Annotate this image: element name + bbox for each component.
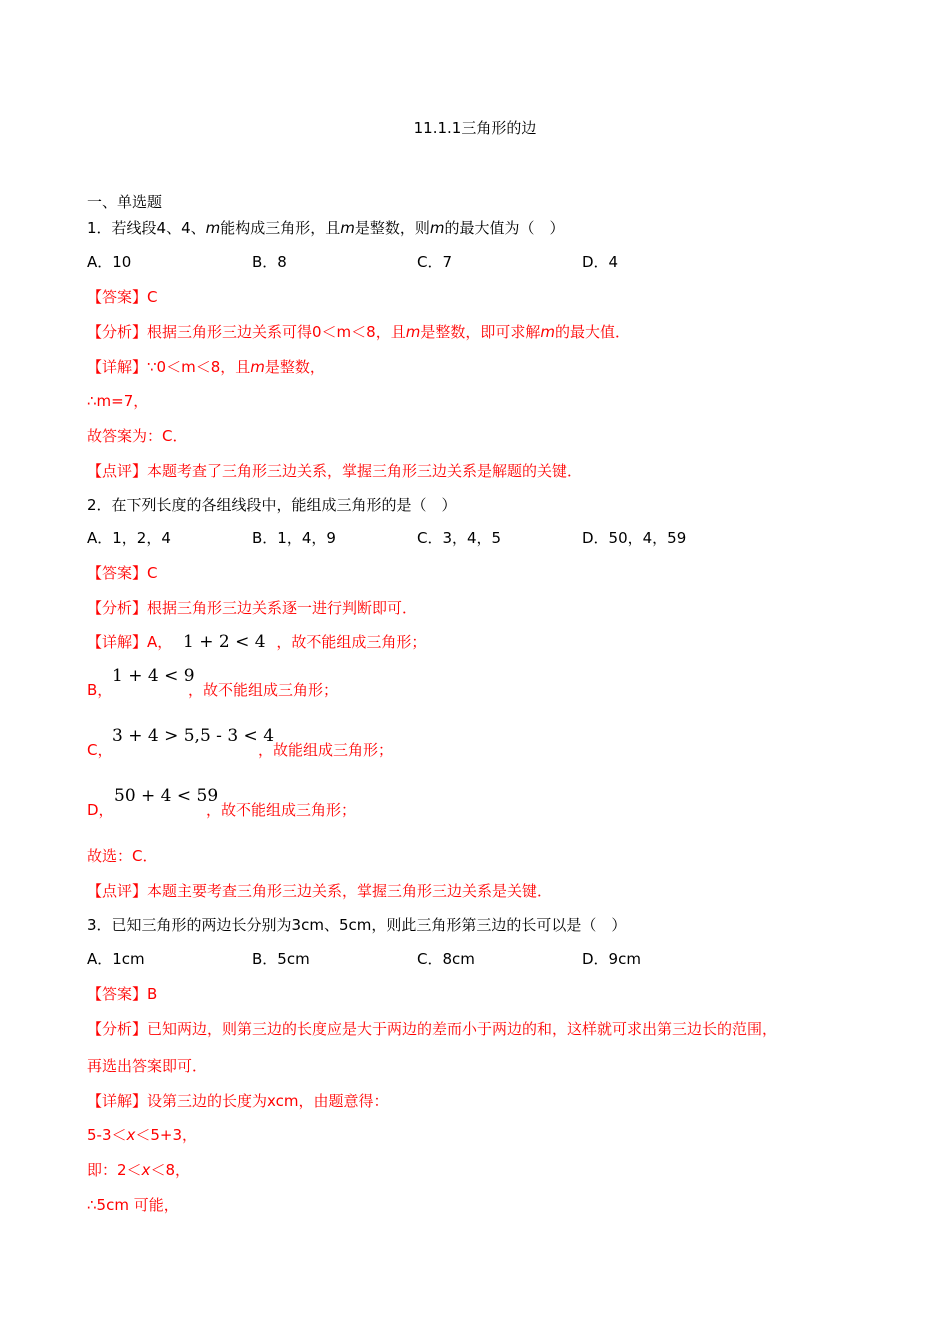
q2-comment: 【点评】本题主要考查三角形三边关系，掌握三角形三边关系是关键． [87, 882, 553, 900]
q2-choose: 故选：C． [87, 847, 158, 865]
q2-detail-c-tail: ，故能组成三角形； [258, 741, 394, 759]
q2-answer: 【答案】C [87, 564, 158, 582]
q3-inequality-2: 即：2＜x＜8， [87, 1161, 190, 1179]
q2-detail-d-label: D， [87, 801, 114, 819]
q1-option-a: A．10 [87, 253, 132, 271]
q2-detail-b-label: B， [87, 681, 113, 699]
q1-stem: 1．若线段4、4、m能构成三角形，且m是整数，则m的最大值为（ ） [87, 219, 565, 237]
q2-detail-c-label: C， [87, 741, 113, 759]
q1-therefore: ∴m=7， [87, 392, 149, 410]
q3-option-b: B．5cm [252, 950, 310, 968]
q2-equation-d: 50 + 4 < 59 [114, 786, 219, 806]
q3-option-d: D．9cm [582, 950, 641, 968]
q3-option-c: C．8cm [417, 950, 475, 968]
q3-detail: 【详解】设第三边的长度为xcm，由题意得： [87, 1092, 389, 1110]
q3-stem: 3．已知三角形的两边长分别为3cm、5cm，则此三角形第三边的长可以是（ ） [87, 916, 627, 934]
q2-detail-a: 【详解】A， 1 + 2 < 4 ，故不能组成三角形； [87, 632, 427, 652]
q1-answer: 【答案】C [87, 288, 158, 306]
q2-equation-b: 1 + 4 < 9 [112, 666, 195, 686]
q3-analysis-line1: 【分析】已知两边，则第三边的长度应是大于两边的差而小于两边的和，这样就可求出第三边长的范围， [87, 1020, 778, 1038]
q2-option-c: C．3，4，5 [417, 529, 502, 547]
q2-option-b: B．1，4，9 [252, 529, 336, 547]
q1-choose: 故答案为：C． [87, 427, 188, 445]
q3-inequality-1: 5-3＜x＜5+3， [87, 1126, 198, 1144]
q1-analysis: 【分析】根据三角形三边关系可得0＜m＜8，且m是整数，即可求解m的最大值． [87, 323, 630, 341]
q1-detail: 【详解】∵0＜m＜8，且m是整数， [87, 358, 325, 376]
q3-therefore: ∴5cm 可能， [87, 1196, 179, 1214]
q2-option-a: A．1，2，4 [87, 529, 171, 547]
section-heading: 一、单选题 [87, 193, 163, 211]
q3-analysis-line2: 再选出答案即可． [87, 1057, 208, 1075]
q1-option-b: B．8 [252, 253, 287, 271]
q2-stem: 2．在下列长度的各组线段中，能组成三角形的是（ ） [87, 496, 457, 514]
q2-equation-c: 3 + 4 > 5,5 - 3 < 4 [112, 726, 275, 746]
q3-option-a: A．1cm [87, 950, 145, 968]
q2-option-d: D．50，4，59 [582, 529, 687, 547]
q2-detail-b-tail: ，故不能组成三角形； [188, 681, 339, 699]
page-title: 11.1.1三角形的边 [413, 119, 537, 137]
q2-equation-a: 1 + 2 < 4 [183, 632, 266, 652]
q2-analysis: 【分析】根据三角形三边关系逐一进行判断即可． [87, 599, 418, 617]
q1-comment: 【点评】本题考查了三角形三边关系，掌握三角形三边关系是解题的关键． [87, 462, 583, 480]
q1-option-d: D．4 [582, 253, 619, 271]
q1-option-c: C．7 [417, 253, 453, 271]
q2-detail-d-tail: ，故不能组成三角形； [206, 801, 357, 819]
q3-answer: 【答案】B [87, 985, 158, 1003]
